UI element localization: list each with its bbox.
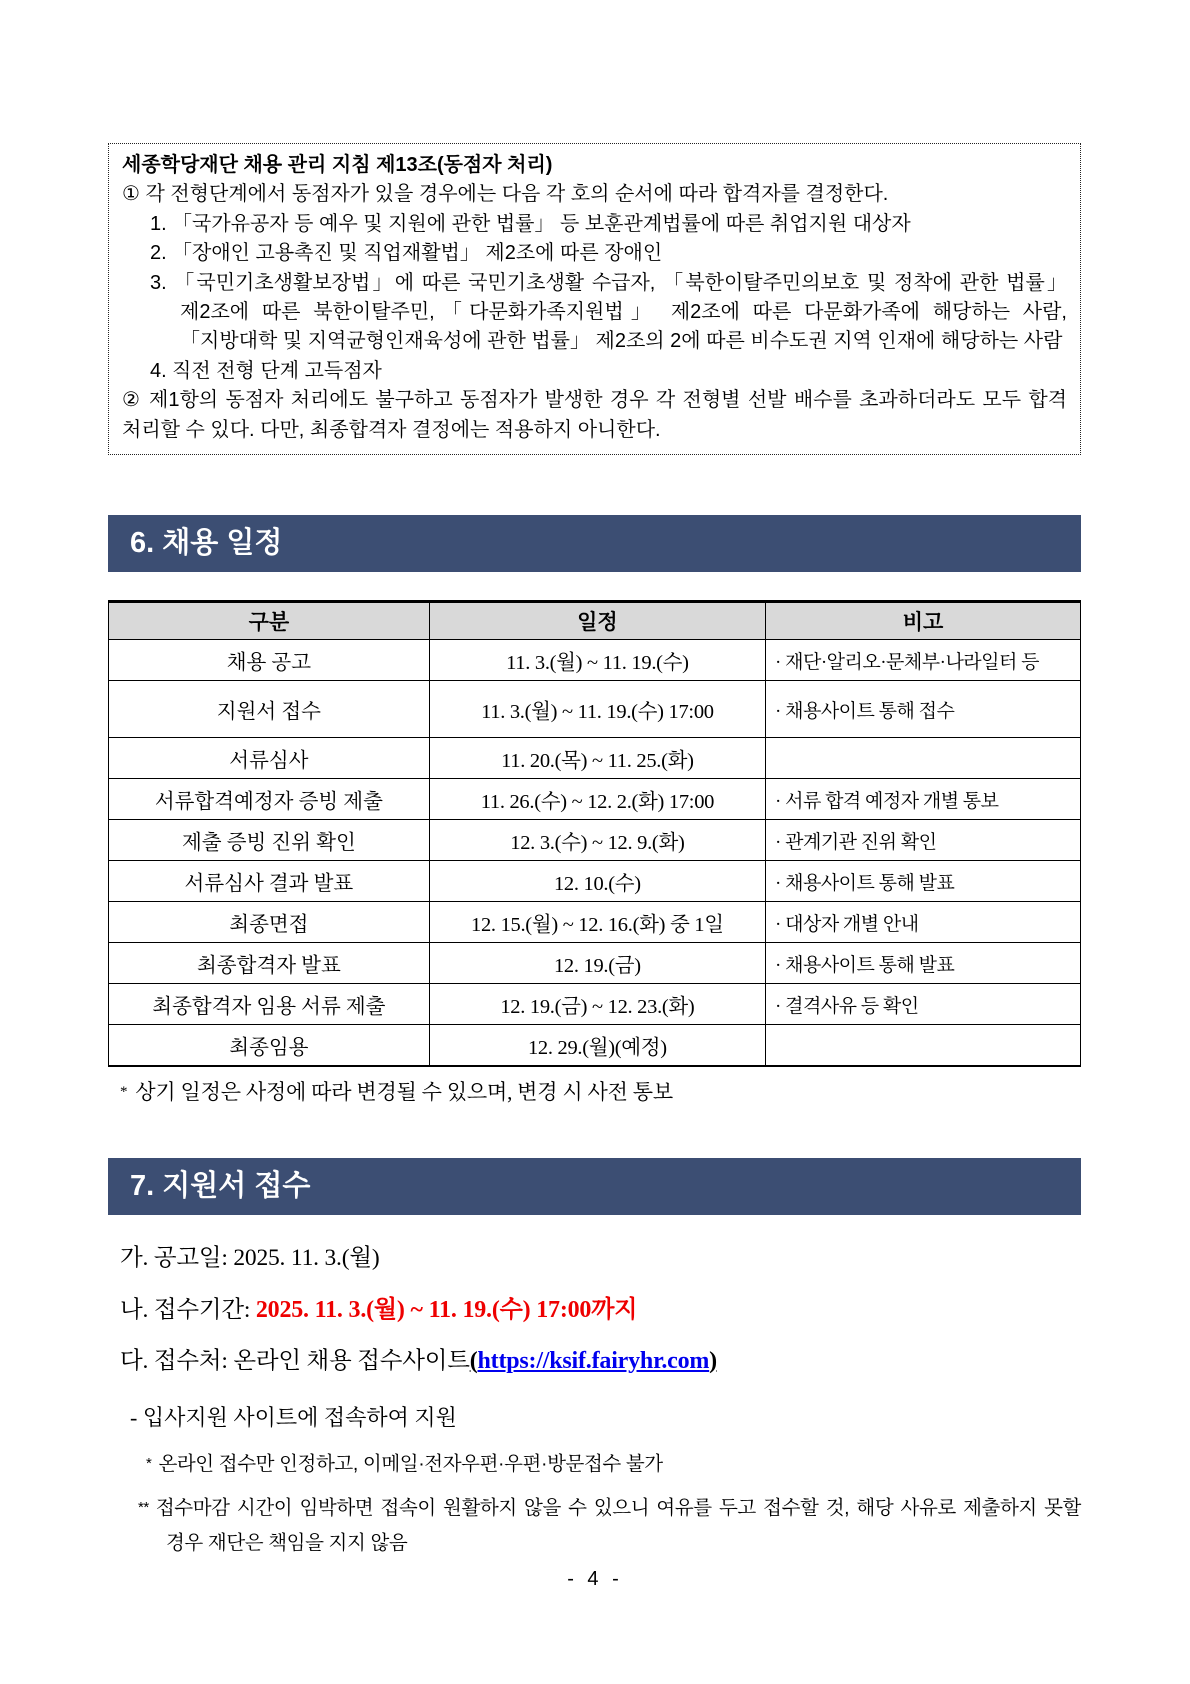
rule-item-2-text: 「장애인 고용촉진 및 직업재활법」 제2조에 따른 장애인 <box>172 242 663 265</box>
submission-site-line <box>108 1341 1081 1375</box>
cell-category: 서류심사 결과 발표 <box>109 861 430 902</box>
rule-item-4-text: 직전 전형 단계 고득점자 <box>172 359 382 382</box>
table-row <box>109 779 1081 820</box>
column-header-category: 구분 <box>109 602 430 640</box>
cell-note: · 관계기관 진위 확인 <box>766 820 1081 861</box>
table-row <box>109 902 1081 943</box>
note-deadline-warning <box>108 1490 1081 1561</box>
cell-category: 최종합격자 발표 <box>109 943 430 984</box>
rule-box <box>108 143 1081 455</box>
rule-clause-1: ① 각 전형단계에서 동점자가 있을 경우에는 다음 각 호의 순서에 따라 합격자를 결정한다. <box>122 183 889 206</box>
cell-note: · 채용사이트 통해 발표 <box>766 861 1081 902</box>
page-content <box>108 0 1081 1561</box>
cell-schedule: 11. 3.(월) ~ 11. 19.(수) <box>429 640 765 681</box>
table-row <box>109 820 1081 861</box>
section-6-title: 6. 채용 일정 <box>130 527 283 560</box>
cell-schedule: 12. 19.(금) <box>429 943 765 984</box>
application-site-link[interactable]: https://ksif.fairyhr.com <box>477 1347 710 1374</box>
note1-text: 온라인 접수만 인정하고, 이메일·전자우편·우편·방문접수 불가 <box>158 1452 663 1475</box>
cell-category: 최종임용 <box>109 1025 430 1066</box>
cell-schedule: 11. 26.(수) ~ 12. 2.(화) 17:00 <box>429 779 765 820</box>
column-header-schedule: 일정 <box>429 602 765 640</box>
cell-note: · 재단·알리오·문체부·나라일터 등 <box>766 640 1081 681</box>
application-period-line <box>108 1289 1081 1324</box>
section-7-title: 7. 지원서 접수 <box>130 1169 311 1202</box>
rule-item-4-number: 4. <box>150 359 167 382</box>
page-number: - 4 - <box>567 1568 623 1590</box>
column-header-note: 비고 <box>766 602 1081 640</box>
cell-schedule: 12. 15.(월) ~ 12. 16.(화) 중 1일 <box>429 902 765 943</box>
rule-item-3-number: 3. <box>150 271 167 294</box>
table-row <box>109 738 1081 779</box>
cell-category: 제출 증빙 진위 확인 <box>109 820 430 861</box>
rule-item-1-text: 「국가유공자 등 예우 및 지원에 관한 법률」 등 보훈관계법률에 따른 취업지원 대상자 <box>172 212 911 235</box>
cell-category: 서류심사 <box>109 738 430 779</box>
cell-schedule: 12. 19.(금) ~ 12. 23.(화) <box>429 984 765 1025</box>
cell-schedule: 11. 3.(월) ~ 11. 19.(수) 17:00 <box>429 681 765 738</box>
cell-note: · 채용사이트 통해 발표 <box>766 943 1081 984</box>
cell-category: 채용 공고 <box>109 640 430 681</box>
table-row <box>109 1025 1081 1066</box>
rule-item-2 <box>122 239 1067 268</box>
cell-schedule: 12. 10.(수) <box>429 861 765 902</box>
open-paren: ( <box>469 1347 478 1374</box>
cell-schedule: 11. 20.(목) ~ 11. 25.(화) <box>429 738 765 779</box>
table-row <box>109 681 1081 738</box>
application-deadline: 2025. 11. 3.(월) ~ 11. 19.(수) 17:00까지 <box>255 1296 638 1323</box>
announce-date-line <box>108 1238 1081 1272</box>
table-row <box>109 861 1081 902</box>
rule-item-2-number: 2. <box>150 242 167 265</box>
cell-schedule: 12. 29.(월)(예정) <box>429 1025 765 1066</box>
cell-note: · 서류 합격 예정자 개별 통보 <box>766 779 1081 820</box>
schedule-footnote-text: 상기 일정은 사정에 따라 변경될 수 있으며, 변경 시 사전 통보 <box>135 1079 673 1104</box>
section-6-header <box>108 515 1081 572</box>
cell-category: 서류합격예정자 증빙 제출 <box>109 779 430 820</box>
apply-method-line <box>108 1401 1081 1432</box>
close-paren: ) <box>709 1347 717 1374</box>
note2-text: 접수마감 시간이 임박하면 접속이 원활하지 않을 수 있으니 여유를 두고 접수할 것, 해당 사유로 제출하지 못할 경우 재단은 책임을 지지 않음 <box>155 1496 1081 1554</box>
rule-item-1-number: 1. <box>150 212 167 235</box>
table-row <box>109 640 1081 681</box>
site-label: 다. 접수처: 온라인 채용 접수사이트 <box>120 1347 470 1374</box>
apply-method-text: - 입사지원 사이트에 접속하여 지원 <box>130 1404 457 1430</box>
cell-category: 최종합격자 임용 서류 제출 <box>109 984 430 1025</box>
period-label: 나. 접수기간: <box>120 1296 256 1323</box>
schedule-table <box>108 600 1081 1067</box>
cell-note <box>766 738 1081 779</box>
note2-asterisk: ** <box>138 1498 149 1516</box>
note1-asterisk: * <box>146 1454 152 1472</box>
cell-note <box>766 1025 1081 1066</box>
cell-category: 최종면접 <box>109 902 430 943</box>
cell-schedule: 12. 3.(수) ~ 12. 9.(화) <box>429 820 765 861</box>
cell-note: · 채용사이트 통해 접수 <box>766 681 1081 738</box>
cell-note: · 결격사유 등 확인 <box>766 984 1081 1025</box>
rule-item-3 <box>122 269 1067 357</box>
section-7-header <box>108 1158 1081 1215</box>
cell-note: · 대상자 개별 안내 <box>766 902 1081 943</box>
note-online-only <box>108 1448 1081 1476</box>
rule-item-3-text: 「국민기초생활보장법」에 따른 국민기초생활 수급자, 「북한이탈주민의보호 및 정착에 관한 법률」 제2조에 따른 북한이탈주민,「다문화가족지원법」 제2조에 따른 다문화가족에 해당하는 사람, 「지방대학 및 지역균형인재육성에 관한 법률」 제2조의 2에 따른 비수도권 지역 인재에 해당하는 사람 <box>172 271 1067 353</box>
rule-box-title: 세종학당재단 채용 관리 지침 제13조(동점자 처리) <box>122 154 553 176</box>
schedule-footnote <box>108 1076 1081 1106</box>
table-row <box>109 943 1081 984</box>
rule-clause-2: ② 제1항의 동점자 처리에도 불구하고 동점자가 발생한 경우 각 전형별 선발 배수를 초과하더라도 모두 합격 처리할 수 있다. 다만, 최종합격자 결정에는 적용하지 아니한다. <box>122 389 1067 441</box>
announce-date-text: 가. 공고일: 2025. 11. 3.(월) <box>120 1244 380 1271</box>
table-row <box>109 984 1081 1025</box>
rule-item-4 <box>122 357 1067 386</box>
cell-category: 지원서 접수 <box>109 681 430 738</box>
rule-item-1 <box>122 210 1067 239</box>
table-header-row <box>109 602 1081 640</box>
footnote-asterisk: * <box>120 1083 128 1100</box>
